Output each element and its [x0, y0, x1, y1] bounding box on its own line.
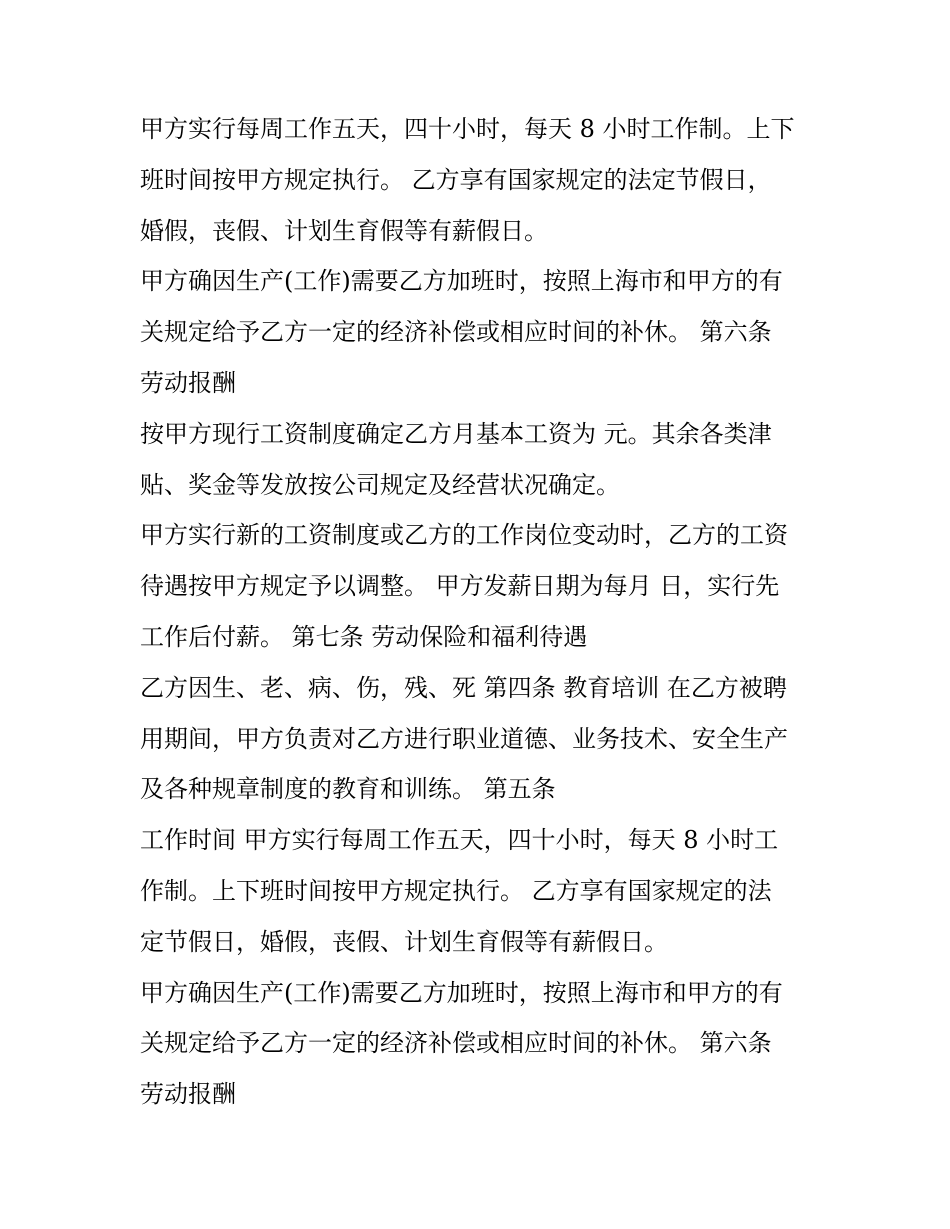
text-line: 按甲方现行工资制度确定乙方月基本工资为 元。其余各类津	[140, 419, 772, 448]
text-line: 贴、奖金等发放按公司规定及经营状况确定。	[140, 470, 620, 499]
text-line: 作制。上下班时间按甲方规定执行。 乙方享有国家规定的法	[140, 876, 772, 905]
text-line: 待遇按甲方规定予以调整。 甲方发薪日期为每月 日，实行先	[140, 572, 780, 601]
text-line: 婚假，丧假、计划生育假等有薪假日。	[140, 216, 548, 245]
text-line: 劳动报酬	[140, 368, 236, 397]
text-line: 工作后付薪。 第七条 劳动保险和福利待遇	[140, 622, 588, 651]
text-line: 甲方确因生产(工作)需要乙方加班时，按照上海市和甲方的有	[140, 267, 783, 296]
text-line: 甲方确因生产(工作)需要乙方加班时，按照上海市和甲方的有	[140, 978, 783, 1007]
text-line: 关规定给予乙方一定的经济补偿或相应时间的补休。 第六条	[140, 1029, 772, 1058]
text-line: 工作时间 甲方实行每周工作五天，四十小时，每天 8 小时工	[140, 826, 779, 855]
text-line: 定节假日，婚假，丧假、计划生育假等有薪假日。	[140, 927, 668, 956]
text-line: 班时间按甲方规定执行。 乙方享有国家规定的法定节假日，	[140, 165, 772, 194]
text-line: 关规定给予乙方一定的经济补偿或相应时间的补休。 第六条	[140, 318, 772, 347]
text-line: 甲方实行每周工作五天，四十小时，每天 8 小时工作制。上下	[140, 115, 795, 143]
text-line: 乙方因生、老、病、伤，残、死 第四条 教育培训 在乙方被聘	[140, 673, 787, 702]
text-line: 甲方实行新的工资制度或乙方的工作岗位变动时，乙方的工资	[140, 521, 788, 550]
text-line: 劳动报酬	[140, 1080, 236, 1109]
text-line: 及各种规章制度的教育和训练。 第五条	[140, 775, 556, 804]
text-line: 用期间，甲方负责对乙方进行职业道德、业务技术、安全生产	[140, 724, 788, 753]
